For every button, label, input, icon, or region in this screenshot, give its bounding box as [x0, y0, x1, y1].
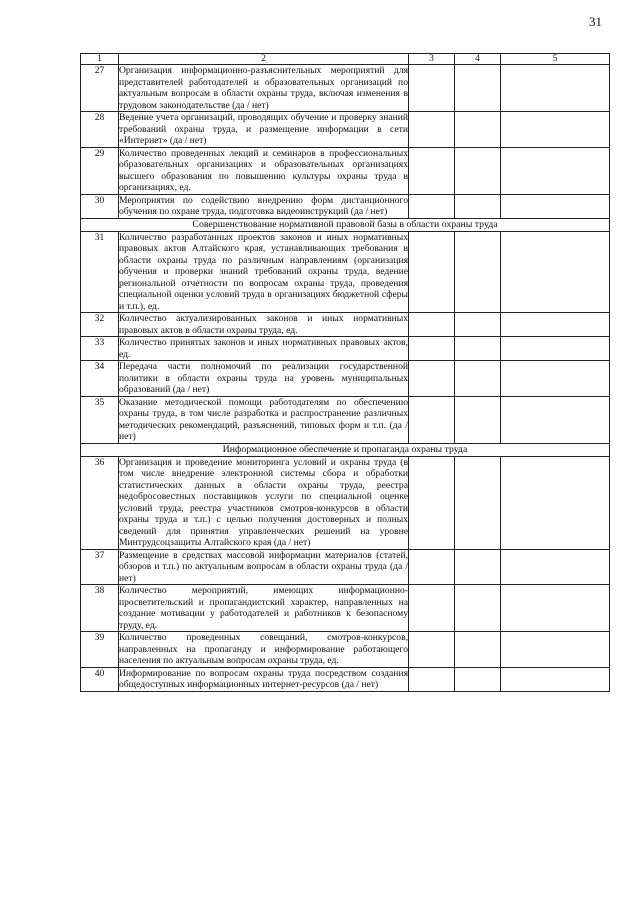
table-row	[81, 112, 610, 148]
col-3-cell	[409, 147, 455, 194]
col-4-cell	[455, 585, 501, 632]
row-number: 38	[81, 585, 119, 632]
col-5-cell	[501, 231, 610, 313]
indicator-text: Мероприятия по содействию внедрению форм дистанционного обучения по охране труда, подготовка видеоинструкций (да / нет)	[119, 194, 408, 217]
table-row	[81, 549, 610, 585]
row-number: 29	[81, 147, 119, 194]
col-5-cell	[501, 65, 610, 112]
row-number: 28	[81, 112, 119, 148]
table-row	[81, 231, 610, 313]
table-row	[81, 194, 610, 218]
col-4-cell	[455, 396, 501, 443]
section-heading-row	[81, 218, 610, 231]
col-3-cell	[409, 396, 455, 443]
section-heading-row	[81, 443, 610, 456]
col-3-cell	[409, 337, 455, 361]
col-5-cell	[501, 361, 610, 397]
table-row	[81, 313, 610, 337]
col-4-cell	[455, 632, 501, 668]
col-3-cell	[409, 549, 455, 585]
section-heading: Информационное обеспечение и пропаганда охраны труда	[81, 443, 610, 456]
col-4-cell	[455, 456, 501, 549]
col-3-cell	[409, 194, 455, 218]
indicator-text: Передача части полномочий по реализации государственной политики в области охраны труда на уровень муниципальных образований (да / нет)	[119, 361, 408, 395]
indicator-text: Количество проведенных совещаний, смотров-конкурсов, направленных на пропаганду и информирование работающего населения по актуальным вопросам охраны труда, ед.	[119, 632, 408, 666]
row-number: 37	[81, 549, 119, 585]
indicator-text: Количество разработанных проектов законов и иных нормативных правовых актов Алтайского края, устанавливающих требования в области охраны труда по различным направлениям (организация обучения и проверки знаний требований охраны труда, ведение региональной отчетности по вопросам охраны труда, проведения специальной оценки условий труда в организациях бюджетной сферы и т.п.), ед.	[119, 231, 408, 312]
col-4-cell	[455, 194, 501, 218]
indicator-text: Размещение в средствах массовой информации материалов (статей, обзоров и т.п.) по актуальным вопросам в области охраны труда (да / нет)	[119, 549, 408, 584]
row-number: 30	[81, 194, 119, 218]
col-3-cell	[409, 231, 455, 313]
col-5-cell	[501, 456, 610, 549]
column-number-header-row	[81, 54, 610, 65]
col-4-cell	[455, 337, 501, 361]
table-row	[81, 396, 610, 443]
row-number: 36	[81, 456, 119, 549]
page-number: 31	[589, 14, 602, 29]
col-5-cell	[501, 194, 610, 218]
table-row	[81, 147, 610, 194]
table-row	[81, 585, 610, 632]
indicator-text: Ведение учета организаций, проводящих обучение и проверку знаний требований охраны труда, и размещение информации в сети «Интернет» (да / нет)	[119, 112, 408, 146]
table-row	[81, 632, 610, 668]
row-number: 32	[81, 313, 119, 337]
column-header-4: 4	[455, 54, 501, 65]
column-header-3: 3	[409, 54, 455, 65]
section-heading: Совершенствование нормативной правовой базы в области охраны труда	[81, 218, 610, 231]
row-number: 31	[81, 231, 119, 313]
col-3-cell	[409, 667, 455, 691]
col-4-cell	[455, 361, 501, 397]
col-4-cell	[455, 147, 501, 194]
col-5-cell	[501, 667, 610, 691]
col-5-cell	[501, 549, 610, 585]
col-3-cell	[409, 456, 455, 549]
table-row	[81, 361, 610, 397]
table-row	[81, 65, 610, 112]
indicator-text: Организация и проведение мониторинга условий и охраны труда (в том числе внедрение электронной системы сбора и обработки статистических данных в области охраны труда, реестра недобросовестных поставщиков услуги по специальной оценке условий труда, реестра участников смотров-конкурсов в области охраны труда и т.п.) с целью получения достоверных и полных сведений для принятия управленческих решений на уровне Минтрудсоцзащиты Алтайского края (да / нет)	[119, 456, 408, 548]
row-number: 33	[81, 337, 119, 361]
col-3-cell	[409, 632, 455, 668]
indicator-text: Количество проведенных лекций и семинаров в профессиональных образовательных организациях и образовательных организациях высшего образования по повышению культуры охраны труда в организациях, ед.	[119, 147, 408, 193]
col-4-cell	[455, 313, 501, 337]
col-5-cell	[501, 313, 610, 337]
col-5-cell	[501, 337, 610, 361]
column-header-2: 2	[119, 54, 409, 65]
indicator-text: Количество мероприятий, имеющих информационно-просветительский и пропагандистский характер, направленных на создание мотивации у работодателей и работников к безопасному труду, ед.	[119, 585, 408, 631]
col-4-cell	[455, 65, 501, 112]
col-3-cell	[409, 65, 455, 112]
indicators-table	[80, 53, 610, 692]
column-header-5: 5	[501, 54, 610, 65]
table-row	[81, 456, 610, 549]
col-5-cell	[501, 585, 610, 632]
indicator-text: Организация информационно-разъяснительных мероприятий для представителей работодателей и образовательных организаций по актуальным вопросам в области охраны труда, включая изменения в трудовом законодательстве (да / нет)	[119, 65, 408, 111]
indicator-text: Количество принятых законов и иных нормативных правовых актов, ед.	[119, 337, 408, 360]
col-3-cell	[409, 361, 455, 397]
row-number: 40	[81, 667, 119, 691]
col-5-cell	[501, 632, 610, 668]
row-number: 35	[81, 396, 119, 443]
table-row	[81, 667, 610, 691]
col-4-cell	[455, 231, 501, 313]
col-5-cell	[501, 396, 610, 443]
col-5-cell	[501, 147, 610, 194]
indicator-text: Информирование по вопросам охраны труда посредством создания общедоступных информационных интернет-ресурсов (да / нет)	[119, 667, 408, 690]
col-4-cell	[455, 112, 501, 148]
indicator-text: Количество актуализированных законов и иных нормативных правовых актов в области охраны труда, ед.	[119, 313, 408, 336]
column-header-1: 1	[81, 54, 119, 65]
col-3-cell	[409, 585, 455, 632]
col-3-cell	[409, 112, 455, 148]
row-number: 39	[81, 632, 119, 668]
table-row	[81, 337, 610, 361]
col-4-cell	[455, 667, 501, 691]
col-5-cell	[501, 112, 610, 148]
col-3-cell	[409, 313, 455, 337]
indicator-text: Оказание методической помощи работодателям по обеспечению охраны труда, в том числе разработка и распространение различных методических рекомендаций, разъяснений, типовых форм и т.п. (да / нет)	[119, 396, 408, 442]
row-number: 27	[81, 65, 119, 112]
col-4-cell	[455, 549, 501, 585]
row-number: 34	[81, 361, 119, 397]
